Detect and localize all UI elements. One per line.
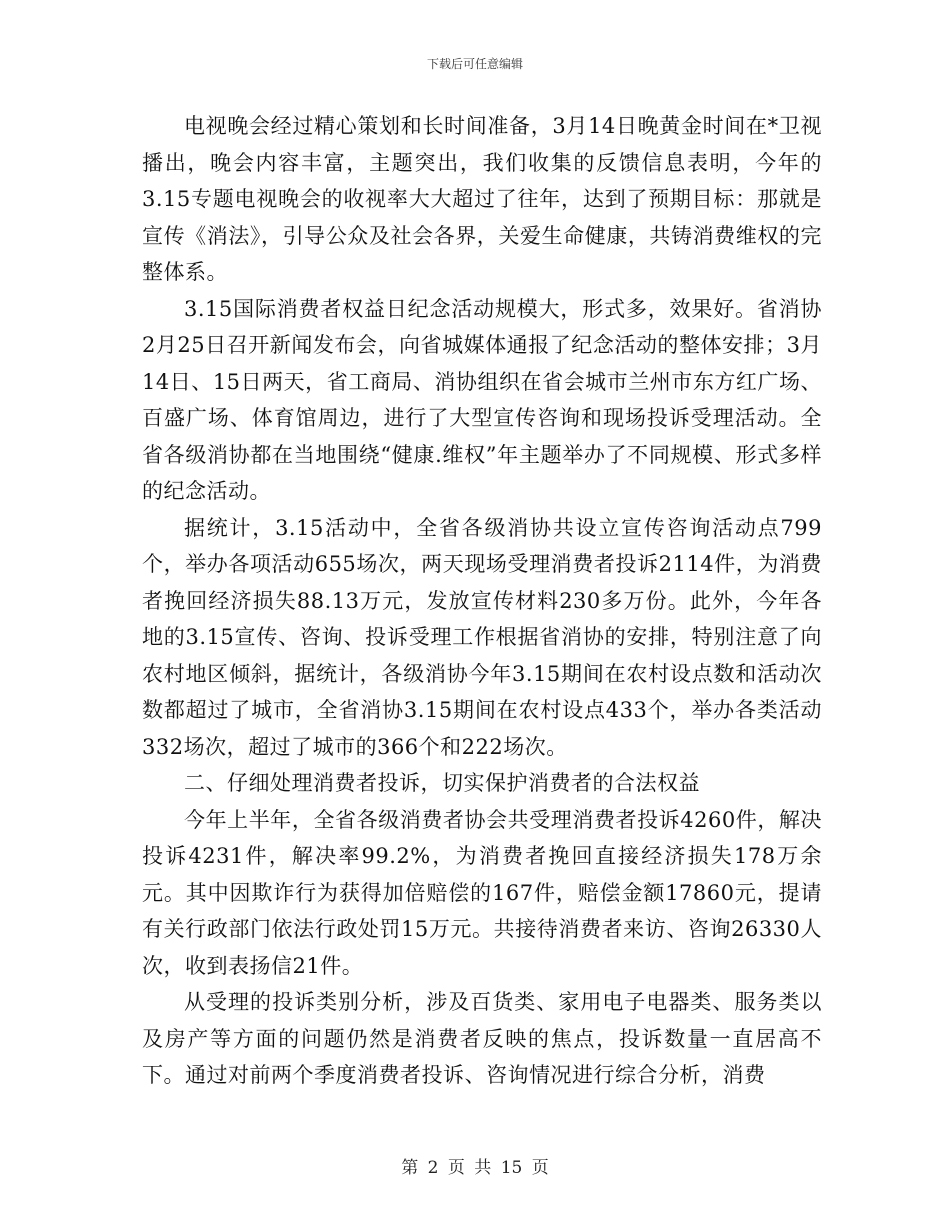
paragraph-broadcast: 电视晚会经过精心策划和长时间准备，3月14日晚黄金时间在*卫视播出，晚会内容丰富，主题突出，我们收集的反馈信息表明，今年的3.15专题电视晚会的收视率大大超过了往年，达到了预期目标：那就是宣传《消法》，引导公众及社会各界，关爱生命健康，共铸消费维权的完整体系。 [142, 114, 822, 284]
page-header: 下载后可任意编辑 [426, 57, 523, 71]
section-heading: 二、仔细处理消费者投诉，切实保护消费者的合法权益 [184, 771, 700, 795]
paragraph-analysis: 从受理的投诉类别分析，涉及百货类、家用电子电器类、服务类以及房产等方面的问题仍然是消费者反映的焦点，投诉数量一直居高不下。通过对前两个季度消费者投诉、咨询情况进行综合分析，消费 [142, 990, 822, 1087]
paragraph-activities: 3.15国际消费者权益日纪念活动规模大，形式多，效果好。省消协2月25日召开新闻发布会，向省城媒体通报了纪念活动的整体安排；3月14日、15日两天，省工商局、消协组织在省会城市兰州市东方红广场、百盛广场、体育馆周边，进行了大型宣传咨询和现场投诉受理活动。全省各级消协都在当地围绕“健康.维权”年主题举办了不同规模、形式多样的纪念活动。 [142, 296, 822, 503]
document-body [142, 108, 822, 1094]
page-footer: 第 2 页 共 15 页 [401, 1158, 549, 1178]
paragraph-complaints: 今年上半年，全省各级消费者协会共受理消费者投诉4260件，解决投诉4231件，解决率99.2%，为消费者挽回直接经济损失178万余元。其中因欺诈行为获得加倍赔偿的167件，赔偿金额17860元，提请有关行政部门依法行政处罚15万元。共接待消费者来访、咨询26330人次，收到表扬信21件。 [142, 807, 822, 978]
paragraph-statistics: 据统计，3.15活动中，全省各级消协共设立宣传咨询活动点799个，举办各项活动655场次，两天现场受理消费者投诉2114件，为消费者挽回经济损失88.13万元，发放宣传材料230多万份。此外，今年各地的3.15宣传、咨询、投诉受理工作根据省消协的安排，特别注意了向农村地区倾斜，据统计，各级消协今年3.15期间在农村设点数和活动次数都超过了城市，全省消协3.15期间在农村设点433个，举办各类活动332场次，超过了城市的366个和222场次。 [142, 515, 822, 759]
